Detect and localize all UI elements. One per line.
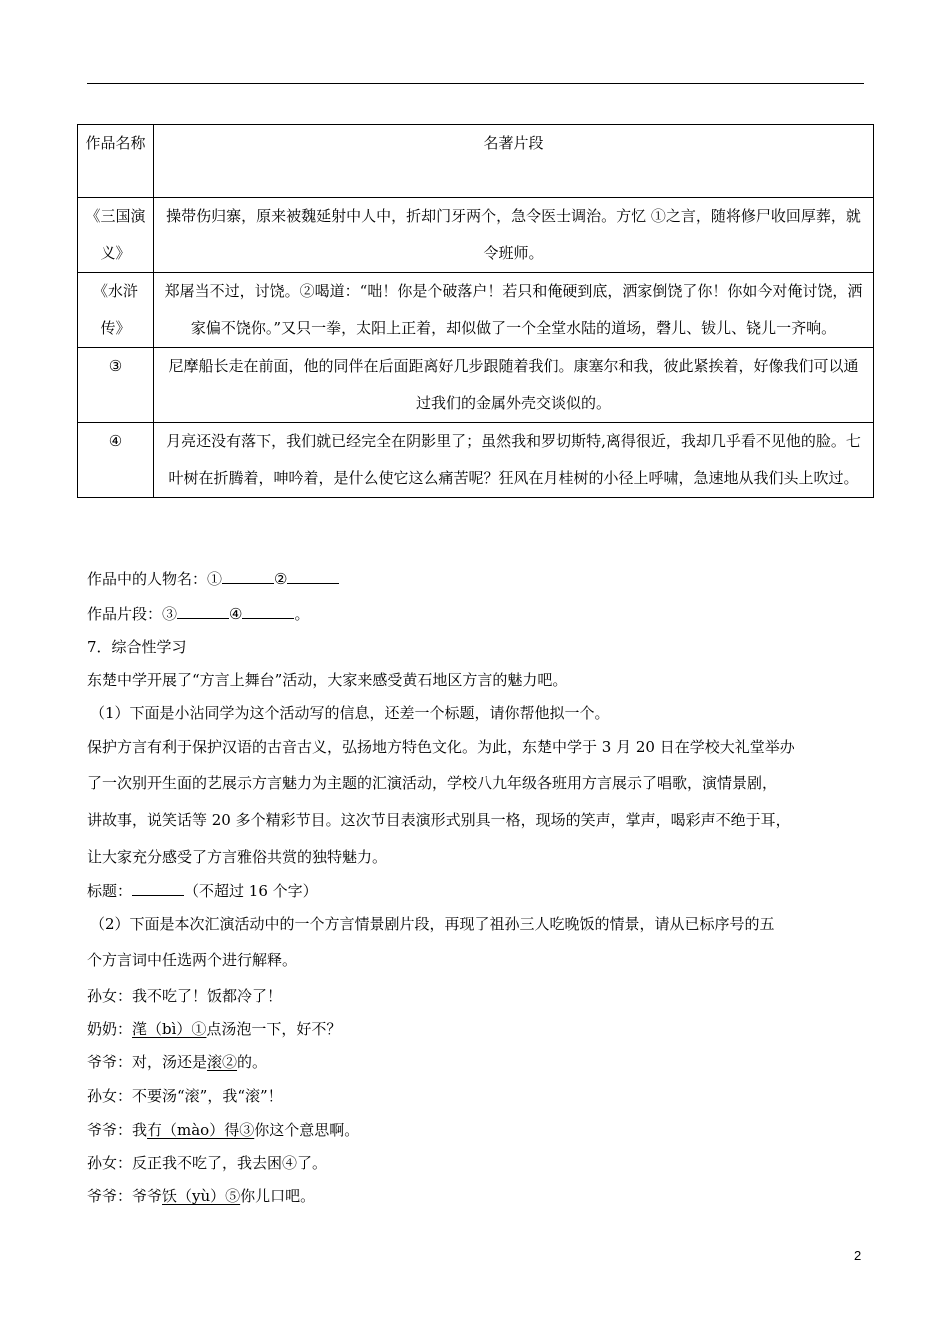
dialogue-text: 爷爷：我: [87, 1121, 148, 1139]
dialogue-text: 的。: [237, 1053, 268, 1071]
row-name: 《三国演义》: [78, 198, 154, 273]
works-table: [77, 124, 874, 498]
row-name: ③: [78, 348, 154, 423]
label: ②: [274, 570, 288, 588]
dialogue-line: [87, 1018, 341, 1040]
dialogue-text: 爷爷：爷爷: [87, 1187, 163, 1205]
header-cell-name: 作品名称: [78, 125, 154, 198]
table-header-row: [78, 125, 874, 198]
info-text-line: 了一次别开生面的艺展示方言魅力为主题的汇演活动，学校八九年级各班用方言展示了唱歌，演情景剧，: [87, 774, 778, 792]
answer-blank[interactable]: [222, 569, 274, 584]
row-name: ④: [78, 423, 154, 498]
dialect-word: 滗（bì）①: [132, 1020, 207, 1038]
label: （不超过 16 个字）: [184, 882, 318, 900]
header-cell-segment: 名著片段: [154, 125, 874, 198]
label: 。: [294, 605, 310, 623]
answer-blank[interactable]: [287, 569, 339, 584]
table-row: [78, 423, 874, 498]
dialect-word: 饫（yù）⑤: [162, 1187, 241, 1205]
row-text: 月亮还没有落下，我们就已经完全在阴影里了；虽然我和罗切斯特,离得很近，我却几乎看不见他的脸。七叶树在折腾着，呻吟着，是什么使它这么痛苦呢？狂风在月桂树的小径上呼啸，急速地从我们头上吹过。: [154, 423, 874, 498]
part-1-question: （1）下面是小沾同学为这个活动写的信息，还差一个标题，请你帮他拟一个。: [90, 704, 610, 722]
row-name: 《水浒传》: [78, 273, 154, 348]
answer-blank[interactable]: [132, 881, 184, 896]
dialogue-line: 孙女：反正我不吃了，我去困④了。: [87, 1154, 328, 1172]
speaker: 奶奶：: [87, 1020, 133, 1038]
page-number: 2: [854, 1248, 862, 1263]
dialogue-line: [87, 1119, 359, 1141]
dialogue-text: 你儿口吧。: [240, 1187, 316, 1205]
row-text: 郑屠当不过，讨饶。②喝道：“咄！你是个破落户！若只和俺硬到底，洒家倒饶了你！你如今对俺讨饶，洒家偏不饶你。”又只一拳，太阳上正着，却似做了一个全堂水陆的道场，磬儿、钹儿、铙儿一齐响。: [154, 273, 874, 348]
info-text-line: 讲故事，说笑话等 20 多个精彩节目。这次节目表演形式别具一格，现场的笑声，掌声，喝彩声不绝于耳，: [87, 811, 791, 829]
question-7-title: 7．综合性学习: [87, 638, 187, 656]
dialogue-text: 点汤泡一下，好不？: [206, 1020, 342, 1038]
row-text: 尼摩船长走在前面，他的同伴在后面距离好几步跟随着我们。康塞尔和我，彼此紧挨着，好像我们可以通过我们的金属外壳交谈似的。: [154, 348, 874, 423]
title-answer-line: [87, 880, 318, 902]
part-2-question-cont: 个方言词中任选两个进行解释。: [87, 951, 298, 969]
dialogue-text: 你这个意思啊。: [254, 1121, 360, 1139]
question-7-intro: 东楚中学开展了“方言上舞台”活动，大家来感受黄石地区方言的魅力吧。: [87, 671, 568, 689]
dialect-word: 滚②: [207, 1053, 238, 1071]
dialogue-line: 孙女：我不吃了！饭都冷了！: [87, 987, 283, 1005]
dialogue-line: 孙女：不要汤“滚”，我“滚”！: [87, 1087, 283, 1105]
character-names-line: [87, 568, 339, 590]
dialect-word: 冇（mào）得③: [147, 1121, 255, 1139]
dialogue-line: [87, 1051, 267, 1073]
info-text-line: 保护方言有利于保护汉语的古音古义，弘扬地方特色文化。为此，东楚中学于 3 月 20 日在学校大礼堂举办: [87, 738, 795, 756]
label: 标题：: [87, 882, 133, 900]
part-2-question: （2）下面是本次汇演活动中的一个方言情景剧片段，再现了祖孙三人吃晚饭的情景，请从已标序号的五: [90, 915, 775, 933]
label: ④: [229, 605, 243, 623]
info-text-line: 让大家充分感受了方言雅俗共赏的独特魅力。: [87, 848, 388, 866]
table-row: [78, 348, 874, 423]
table-row: [78, 273, 874, 348]
dialogue-text: 爷爷：对，汤还是: [87, 1053, 208, 1071]
label: 作品中的人物名：①: [87, 570, 223, 588]
answer-blank[interactable]: [177, 604, 229, 619]
header-rule: [87, 83, 864, 84]
row-text: 操带伤归寨，原来被魏延射中人中，折却门牙两个，急令医士调治。方忆 ①之言，随将修尸收回厚葬，就令班师。: [154, 198, 874, 273]
dialogue-line: [87, 1185, 315, 1207]
segment-works-line: [87, 603, 309, 625]
table-row: [78, 198, 874, 273]
label: 作品片段：③: [87, 605, 178, 623]
answer-blank[interactable]: [242, 604, 294, 619]
